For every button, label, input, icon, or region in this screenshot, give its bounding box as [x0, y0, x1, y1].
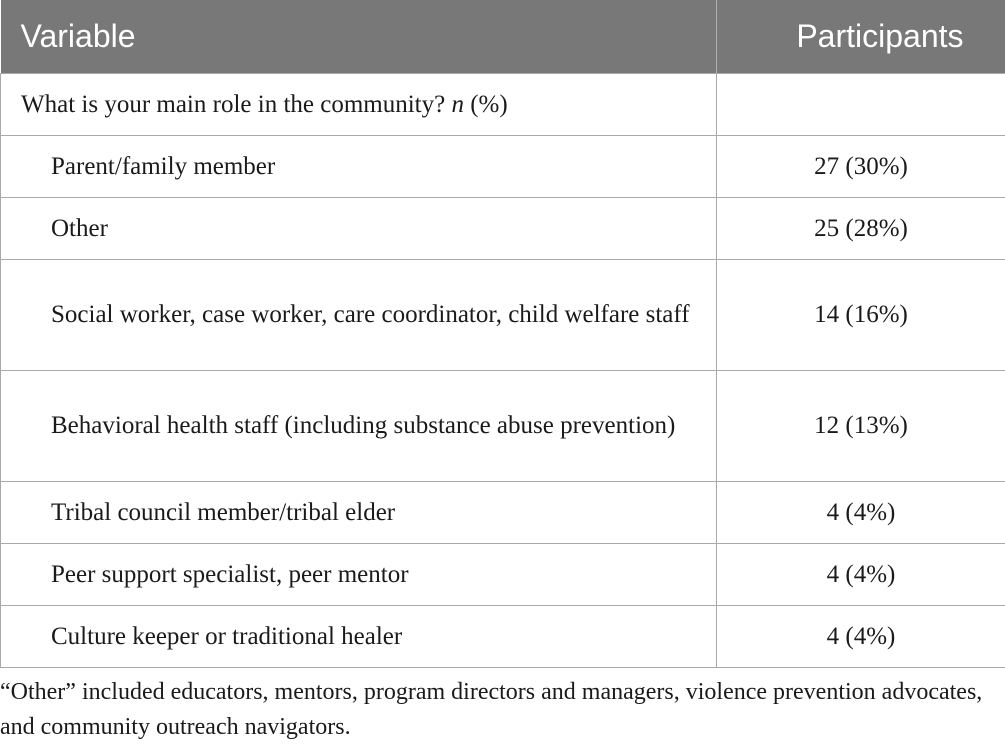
row-value: 4 (4%) [717, 543, 1005, 605]
header-participants: Participants [717, 0, 1005, 73]
question-suffix: (%) [463, 90, 508, 118]
header-variable: Variable [1, 0, 717, 73]
row-label: Behavioral health staff (including substance abuse prevention) [1, 370, 717, 481]
table-header-row [1, 0, 1005, 73]
row-value: 4 (4%) [717, 605, 1005, 667]
table-row [1, 605, 1005, 667]
row-label: Social worker, case worker, care coordinator, child welfare staff [1, 259, 717, 370]
question-n: n [451, 90, 464, 118]
row-label: Tribal council member/tribal elder [1, 481, 717, 543]
row-value: 27 (30%) [717, 135, 1005, 197]
question-value [717, 73, 1005, 135]
row-label: Other [1, 197, 717, 259]
table-row [1, 370, 1005, 481]
question-row [1, 73, 1005, 135]
table-footnote: “Other” included educators, mentors, program directors and managers, violence prevention advocates, and community outreach navigators. [0, 679, 983, 740]
table-row [1, 481, 1005, 543]
question-text: What is your main role in the community? [21, 90, 452, 118]
row-label: Culture keeper or traditional healer [1, 605, 717, 667]
table-row [1, 259, 1005, 370]
question-label [1, 73, 717, 135]
table-row [1, 135, 1005, 197]
row-label: Parent/family member [1, 135, 717, 197]
row-value: 25 (28%) [717, 197, 1005, 259]
row-value: 12 (13%) [717, 370, 1005, 481]
row-value: 14 (16%) [717, 259, 1005, 370]
table-row [1, 197, 1005, 259]
row-value: 4 (4%) [717, 481, 1005, 543]
row-label: Peer support specialist, peer mentor [1, 543, 717, 605]
table-row [1, 543, 1005, 605]
